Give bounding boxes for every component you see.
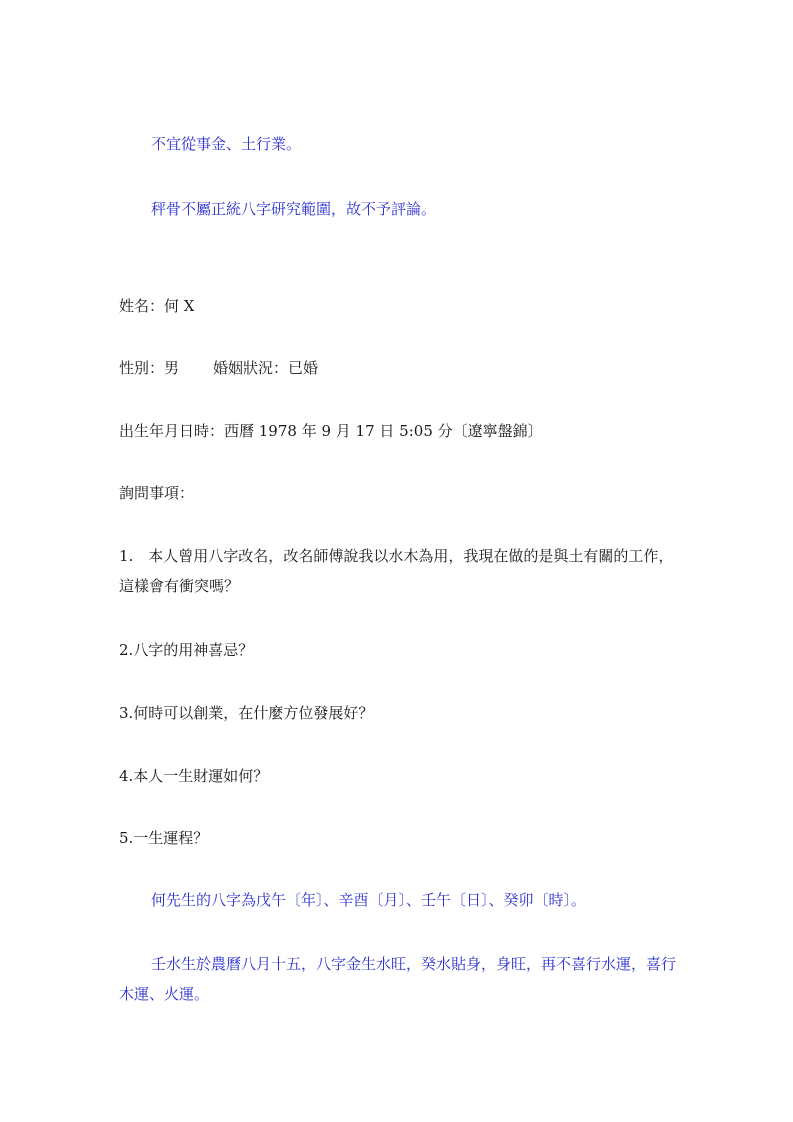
gender-label: 性別：男 — [119, 359, 180, 377]
birth-line: 出生年月日時：西曆 1978 年 9 月 17 日 5:05 分〔遼寧盤錦〕 — [119, 422, 543, 440]
reply-bazi-chart: 何先生的八字為戊午〔年〕、辛酉〔月〕、壬午〔日〕、癸卯〔時〕。 — [151, 891, 587, 909]
gender-marital-line — [119, 358, 318, 378]
question-4: 4.本人一生財運如何？ — [119, 767, 269, 785]
question-2: 2.八字的用神喜忌？ — [119, 641, 254, 659]
question-1: 1. 本人曾用八字改名，改名師傅說我以水木為用，我現在做的是與土有關的工作，這樣會有衝突嗎？ — [119, 547, 674, 595]
reply-line-bone-weighing: 秤骨不屬正統八字研究範圍，故不予評論。 — [151, 200, 437, 218]
marital-label: 婚姻狀況：已婚 — [213, 359, 319, 377]
reply-analysis: 壬水生於農曆八月十五，八字金生水旺，癸水貼身，身旺，再不喜行水運，喜行木運、火運。 — [119, 955, 677, 1003]
reply-line-trade-advice: 不宜從事金、土行業。 — [151, 135, 302, 153]
questions-heading: 詢問事項： — [119, 484, 195, 502]
question-3: 3.何時可以創業，在什麼方位發展好？ — [119, 704, 374, 722]
question-5: 5.一生運程？ — [119, 829, 209, 847]
name-line: 姓名：何 X — [119, 297, 195, 315]
